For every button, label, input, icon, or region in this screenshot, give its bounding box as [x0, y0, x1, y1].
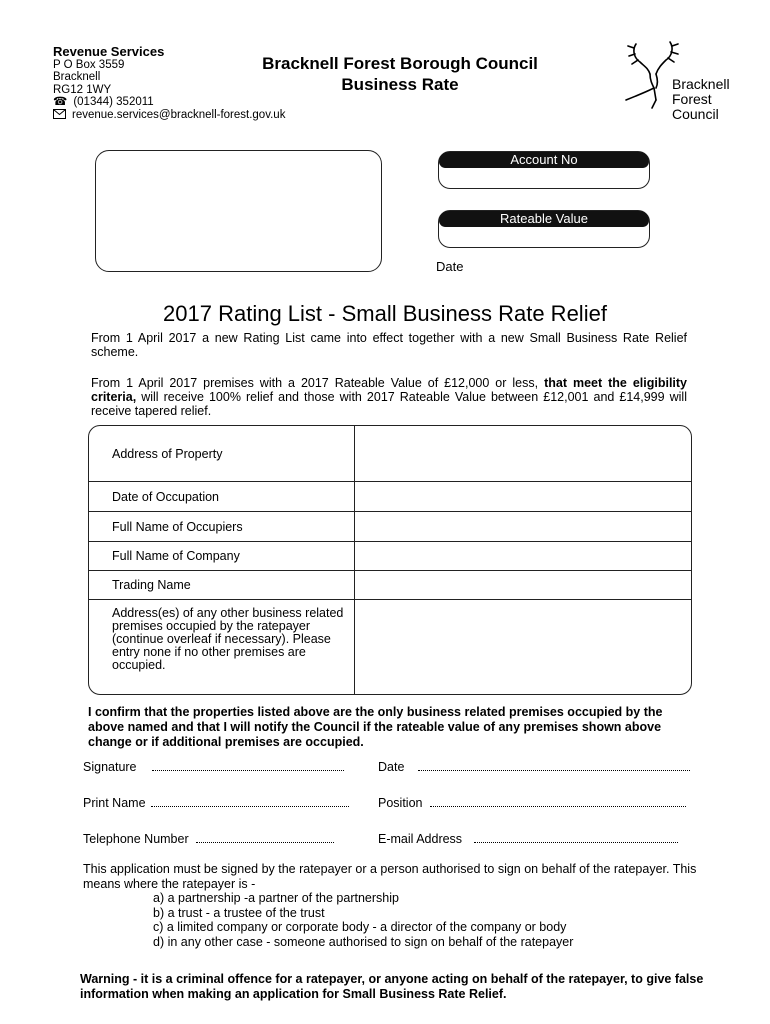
- form-row-other-premises[interactable]: [89, 599, 691, 695]
- criteria-bold: that meet the eligibility criteria,: [91, 376, 687, 404]
- form-row-label: Address(es) of any other business related premises occupied by the ratepayer (continue overleaf if necessary). Please entry none if no other premises are occupied.: [112, 606, 344, 672]
- form-row-address[interactable]: [89, 426, 691, 481]
- signatory-note: [83, 862, 703, 949]
- logo-line-2: Forest: [672, 91, 712, 107]
- email-field[interactable]: [378, 832, 678, 846]
- sender-phone: (01344) 352011: [73, 96, 154, 108]
- sender-org: Revenue Services: [53, 44, 165, 59]
- date-field-label: Date: [378, 760, 405, 774]
- envelope-icon: [53, 109, 66, 123]
- signature-line[interactable]: [152, 760, 344, 771]
- form-row-label: Full Name of Occupiers: [112, 520, 243, 534]
- list-item: c) a limited company or corporate body - a director of the company or body: [153, 920, 567, 934]
- list-item: b) a trust - a trustee of the trust: [153, 905, 325, 920]
- account-no-box: [438, 151, 650, 189]
- form-row-label: Date of Occupation: [112, 490, 220, 504]
- logo-line-3: Council: [672, 106, 719, 122]
- date-line[interactable]: [418, 760, 690, 771]
- criteria-text-2: will receive 100% relief and those with 2017 Rateable Value between £12,001 and £14,999 will receive tapered relief.: [91, 390, 687, 418]
- position-label: Position: [378, 796, 423, 810]
- header-subtitle: Business Rate: [341, 75, 459, 94]
- account-no-label: Account No: [439, 152, 649, 168]
- sender-town: Bracknell: [53, 71, 101, 83]
- telephone-label: Telephone Number: [83, 832, 189, 846]
- criteria-paragraph: [91, 376, 687, 418]
- criteria-text-1: From 1 April 2017 premises with a 2017 Rateable Value of £12,000 or less,: [91, 376, 545, 390]
- list-item: d) in any other case - someone authorised to sign on behalf of the ratepayer: [153, 934, 574, 949]
- sender-email[interactable]: revenue.services@bracknell-forest.gov.uk: [72, 109, 286, 121]
- council-name: Bracknell Forest Borough Council: [262, 54, 538, 73]
- confirmation-statement: I confirm that the properties listed above are the only business related premises occupied by the above named and that I will notify the Council if the rateable value of any premises shown above change or if additional premises are occupied.: [88, 705, 663, 749]
- list-item: a) a partnership -a partner of the partnership: [153, 891, 399, 905]
- form-row-label: Full Name of Company: [112, 549, 240, 563]
- date-label: Date: [436, 259, 464, 274]
- position-line[interactable]: [430, 796, 686, 807]
- note-intro: This application must be signed by the ratepayer or a person authorised to sign on behalf of the ratepayer. This means where the ratepayer is -: [83, 862, 697, 891]
- rateable-value-label: Rateable Value: [439, 211, 649, 227]
- print-name-label: Print Name: [83, 796, 146, 810]
- recipient-address-box: [95, 150, 382, 272]
- print-name-field[interactable]: [83, 796, 349, 810]
- signatory-list: [83, 891, 703, 949]
- page-title: 2017 Rating List - Small Business Rate Relief: [163, 301, 607, 326]
- telephone-field[interactable]: [83, 832, 334, 846]
- sender-postcode: RG12 1WY: [53, 83, 112, 96]
- phone-icon: ☎: [53, 96, 68, 108]
- email-label: E-mail Address: [378, 832, 463, 846]
- sender-po-box: P O Box 3559: [53, 58, 125, 71]
- property-details-form: [88, 425, 692, 695]
- intro-paragraph: From 1 April 2017 a new Rating List came into effect together with a new Small Business Rate Relief scheme.: [91, 331, 687, 359]
- logo-line-1: Bracknell: [672, 76, 730, 92]
- rateable-value-box: [438, 210, 650, 248]
- email-line[interactable]: [474, 832, 678, 843]
- header-title-block: [200, 53, 600, 95]
- telephone-line[interactable]: [196, 832, 334, 843]
- signature-label: Signature: [83, 760, 137, 774]
- form-row-date-occupation[interactable]: [89, 481, 691, 512]
- position-field[interactable]: [378, 796, 686, 810]
- signature-field[interactable]: [83, 760, 344, 774]
- print-name-line[interactable]: [151, 796, 349, 807]
- form-row-company[interactable]: [89, 541, 691, 571]
- form-row-trading-name[interactable]: [89, 570, 691, 600]
- date-field[interactable]: [378, 760, 690, 774]
- form-row-label: Trading Name: [112, 578, 191, 592]
- form-row-occupiers[interactable]: [89, 511, 691, 542]
- form-row-label: Address of Property: [112, 447, 223, 461]
- warning-statement: Warning - it is a criminal offence for a ratepayer, or anyone acting on behalf of the ratepayer, to give false information when making an application for Small Business Rate Relief.: [80, 972, 704, 1001]
- logo-wordmark: [672, 77, 730, 122]
